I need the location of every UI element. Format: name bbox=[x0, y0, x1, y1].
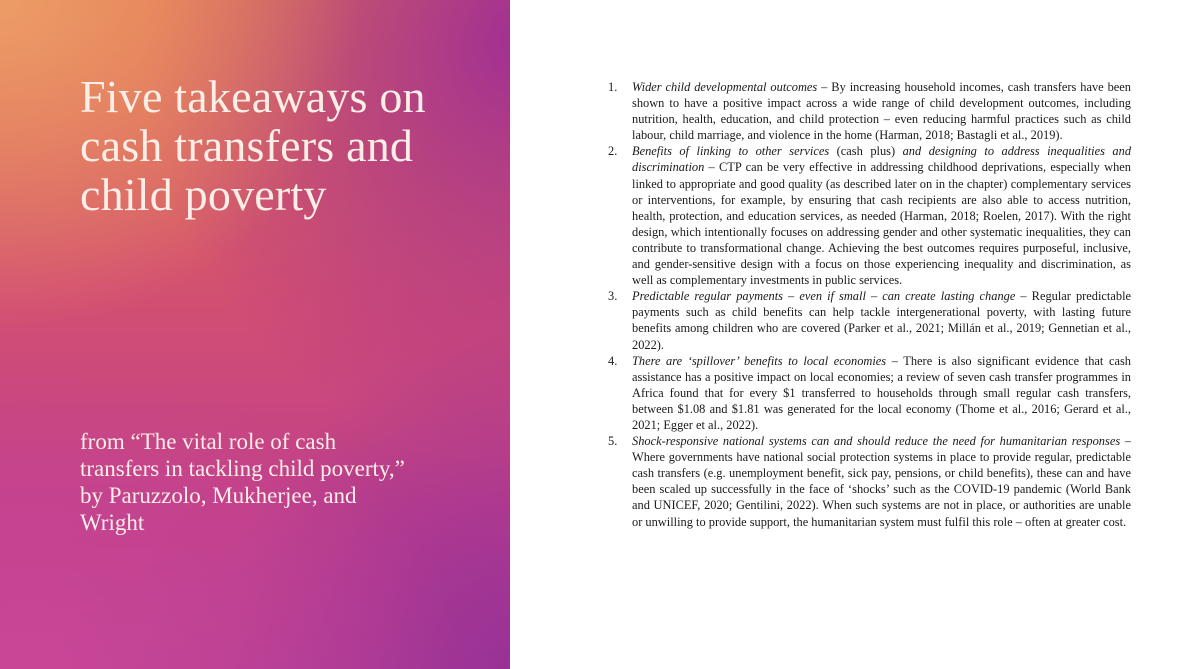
takeaway-item-2 bbox=[608, 143, 1131, 288]
takeaway-item-4 bbox=[608, 353, 1131, 433]
item-number: 1. bbox=[608, 80, 618, 94]
item-heading: There are ‘spillover’ benefits to local economies bbox=[632, 353, 887, 368]
item-heading: Benefits of linking to other services bbox=[632, 144, 830, 159]
title-panel bbox=[0, 0, 510, 669]
item-heading: Wider child developmental outcomes bbox=[632, 80, 818, 94]
item-number: 4. bbox=[608, 353, 618, 368]
item-heading-parenthetical: (cash plus) bbox=[829, 144, 903, 159]
item-body: – There is also significant evidence that cash assistance has a positive impact on local economies; a review of seven cash transfer programmes in Africa found that for every $1 transferred to households through small regular cash transfers, between $1.08 and $1.81 was generated for the local economy (Thome et al., 2016; Gerard et al., 2021; Egger et al., 2022). bbox=[632, 353, 1131, 432]
takeaways-panel bbox=[510, 0, 1200, 669]
slide-title: Five takeaways on cash transfers and child poverty bbox=[80, 71, 426, 220]
takeaway-item-3 bbox=[608, 288, 1131, 352]
item-heading-continued: and designing to address inequalities and discrimination bbox=[632, 144, 1132, 175]
item-number: 2. bbox=[608, 144, 618, 159]
item-body: – Where governments have national social protection systems in place to provide regular, predictable cash transfers (e.g. unemployment benefit, sick pay, pensions, or child benefits), these can and have been scaled up successfully in the face of ‘shocks’ such as the COVID-19 pandemic (World Bank and UNICEF, 2020; Gentilini, 2022). When such systems are not in place, or authorities are unable or unwilling to provide support, the humanitarian system must fulfil this role – often at greater cost. bbox=[632, 434, 1131, 529]
item-number: 5. bbox=[608, 434, 618, 449]
takeaway-item-1 bbox=[608, 79, 1131, 143]
item-number: 3. bbox=[608, 289, 618, 304]
source-citation: from “The vital role of cash transfers in tackling child poverty,” by Paruzzolo, Mukherjee, and Wright bbox=[80, 429, 405, 535]
item-body: – CTP can be very effective in addressing childhood deprivations, especially when linked to appropriate and good quality (as described later on in the chapter) complementary services or interventions, for example, by ensuring that cash recipients are also able to access nutrition, health, protection, and education services, as needed (Harman, 2018; Roelen, 2017). With the right design, which intentionally focuses on addressing gender and other systematic inequalities, they can contribute to transformational change. Achieving the best outcomes requires purposeful, inclusive, and gender-sensitive design with a focus on those experiencing inequality and discrimination, as well as complementary investments in public services. bbox=[632, 160, 1131, 288]
takeaways-list bbox=[608, 79, 1131, 530]
item-heading: Predictable regular payments – even if small – can create lasting change bbox=[632, 289, 1016, 304]
item-heading: Shock-responsive national systems can and should reduce the need for humanitarian responses bbox=[632, 434, 1121, 449]
item-body: – Regular predictable payments such as child benefits can help tackle intergenerational poverty, with lasting future benefits among children who are covered (Parker et al., 2021; Millán et al., 2019; Gennetian et al., 2022). bbox=[632, 289, 1132, 352]
takeaway-item-5 bbox=[608, 433, 1131, 530]
item-body: – By increasing household incomes, cash transfers have been shown to have a positive impact across a wide range of child development outcomes, including nutrition, health, education, and child protection – even reducing harmful practices such as child labour, child marriage, and violence in the home (Harman, 2018; Bastagli et al., 2019). bbox=[632, 80, 1132, 143]
